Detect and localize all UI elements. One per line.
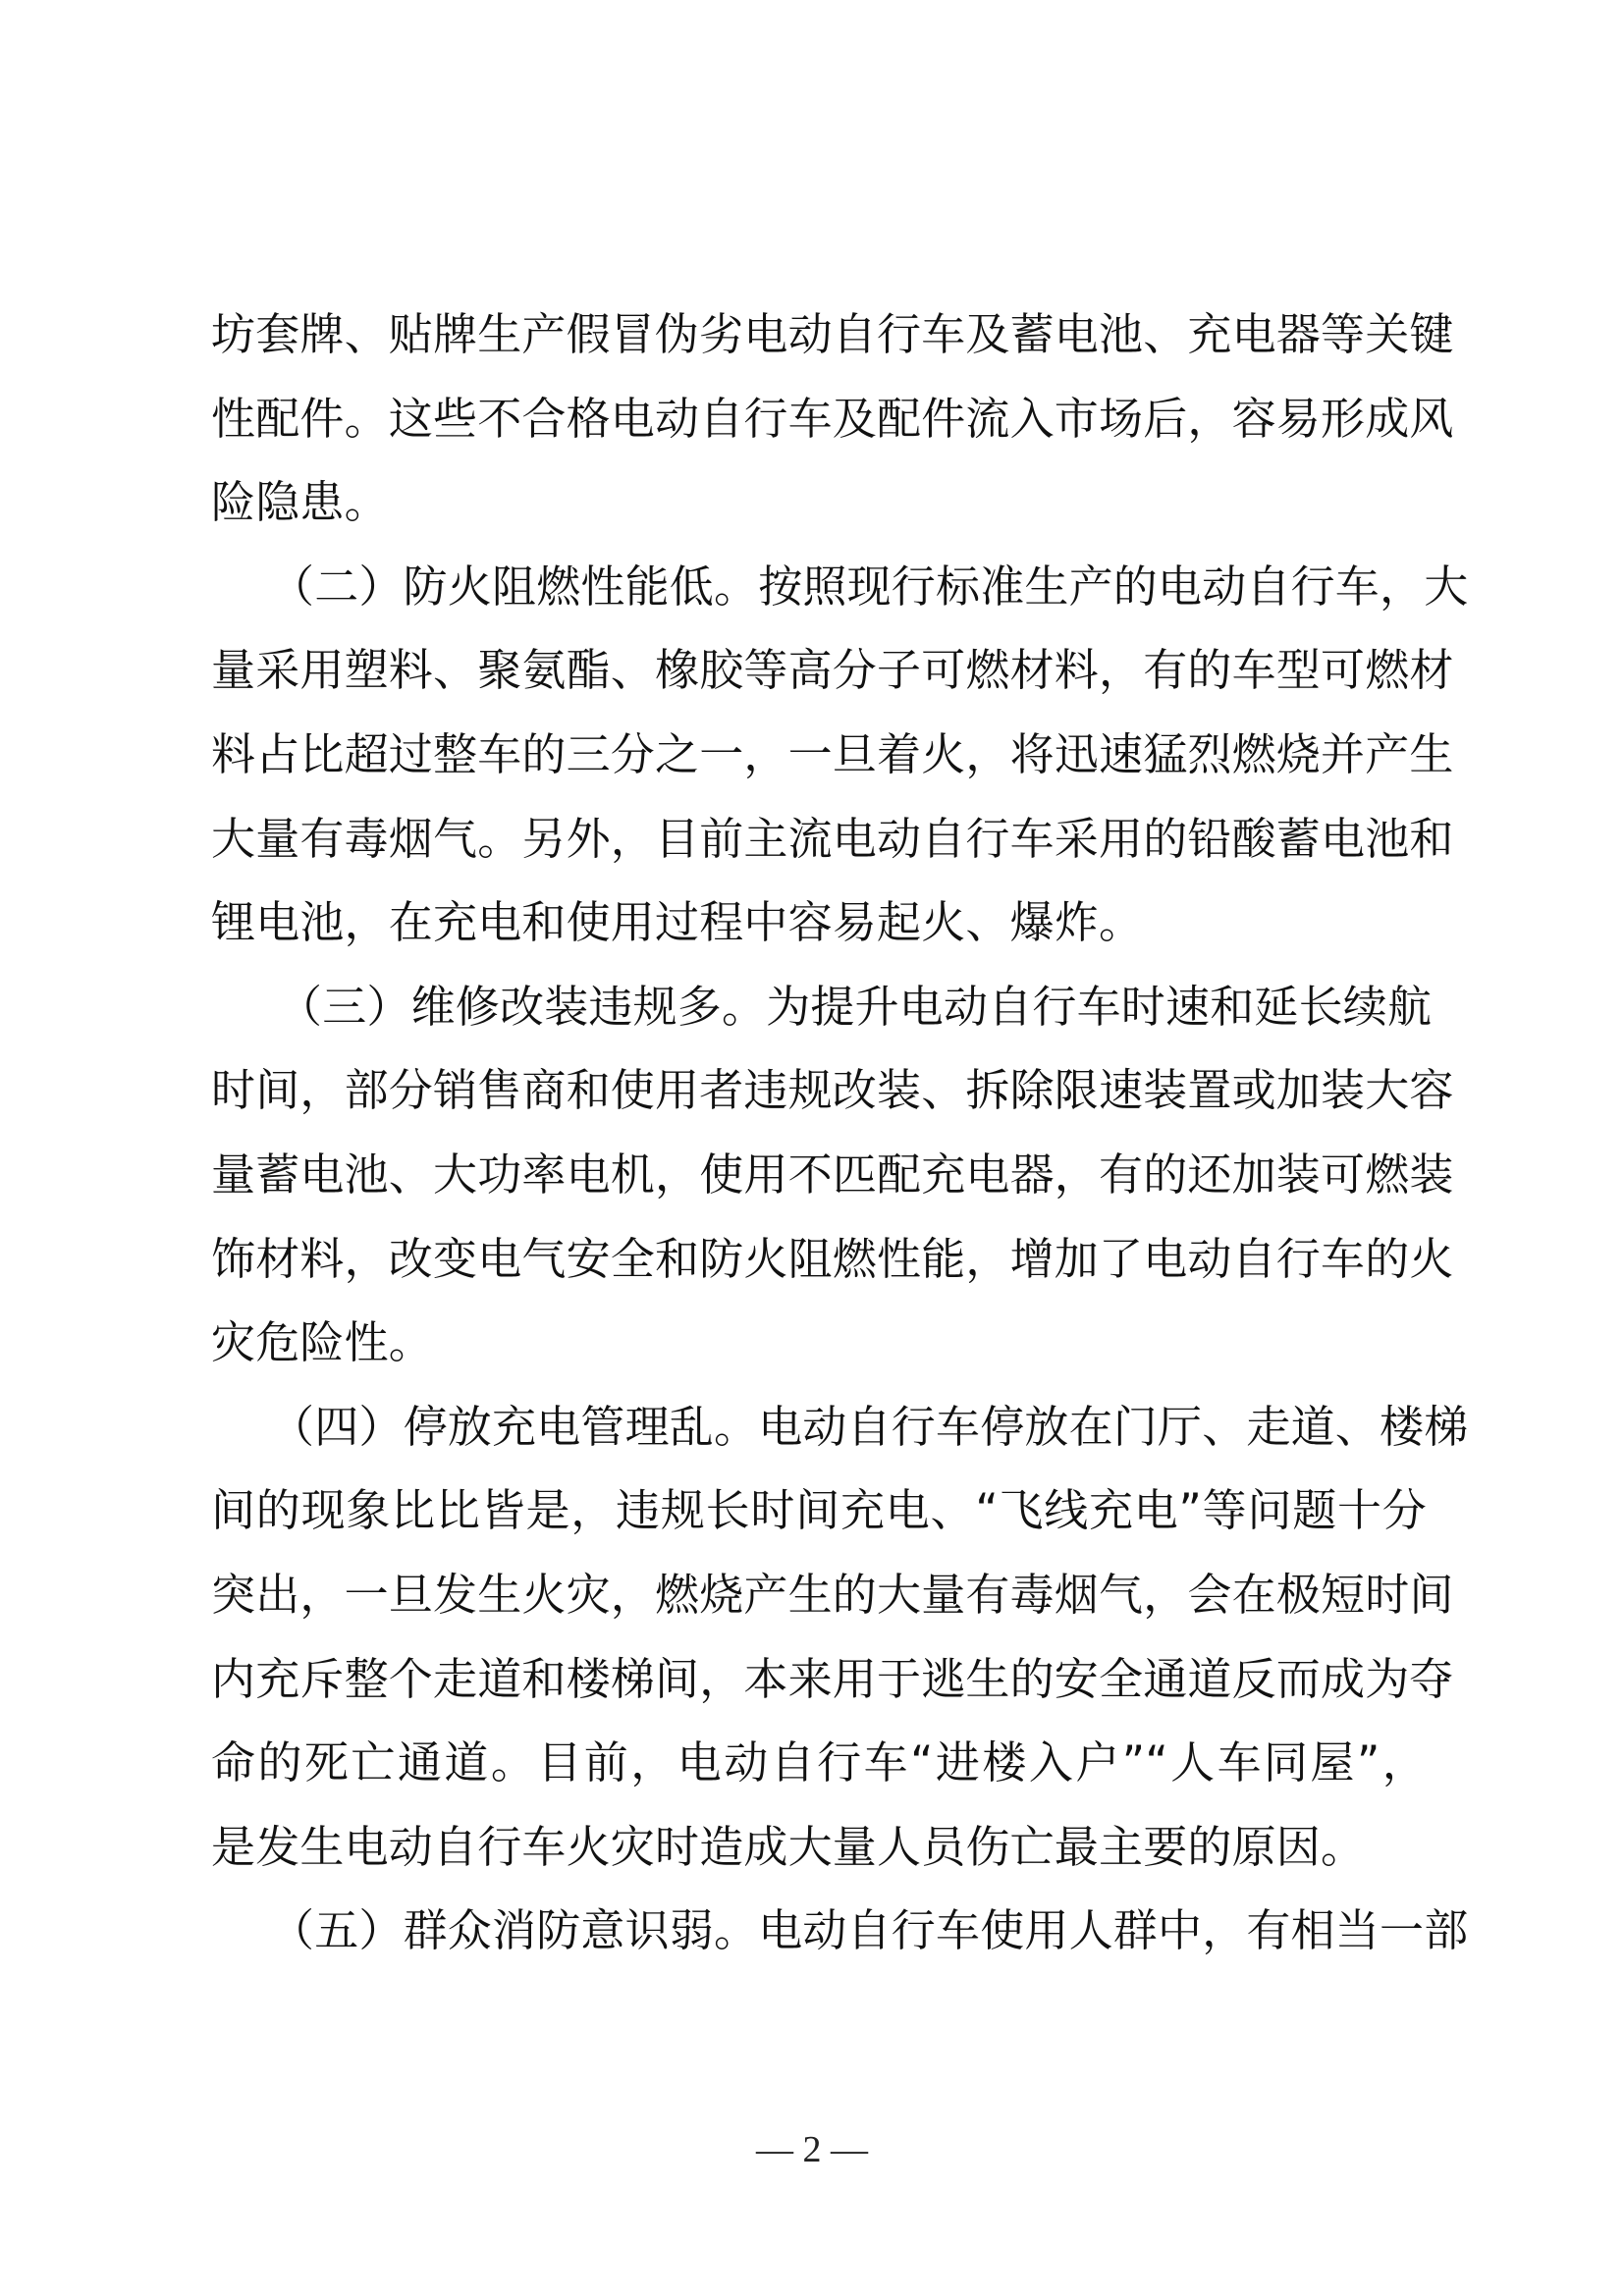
text-line: 是发生电动自行车火灾时造成大量人员伤亡最主要的原因。 (211, 1820, 1366, 1873)
section-heading-line: （三）维修改装违规多。为提升电动自行车时速和延长续航 (278, 980, 1433, 1033)
text-line: 性配件。这些不合格电动自行车及配件流入市场后，容易形成风 (211, 392, 1454, 445)
text-line: 突出，一旦发生火灾，燃烧产生的大量有毒烟气，会在极短时间 (211, 1568, 1454, 1621)
text-line: 命的死亡通道。目前，电动自行车“进楼入户”“人车同屋”， (211, 1736, 1427, 1789)
text-line: 间的现象比比皆是，违规长时间充电、“飞线充电”等问题十分 (211, 1484, 1427, 1537)
text-line: 内充斥整个走道和楼梯间，本来用于逃生的安全通道反而成为夺 (211, 1652, 1454, 1705)
text-line: 坊套牌、贴牌生产假冒伪劣电动自行车及蓄电池、充电器等关键 (211, 308, 1454, 360)
section-heading-line: （四）停放充电管理乱。电动自行车停放在门厅、走道、楼梯 (270, 1400, 1469, 1453)
text-line: 险隐患。 (211, 476, 389, 529)
page-number: — 2 — (756, 2129, 868, 2170)
text-line: 锂电池，在充电和使用过程中容易起火、爆炸。 (211, 896, 1144, 949)
text-line: 料占比超过整车的三分之一，一旦着火，将迅速猛烈燃烧并产生 (211, 727, 1454, 780)
text-line: 灾危险性。 (211, 1316, 434, 1369)
section-heading-line: （五）群众消防意识弱。电动自行车使用人群中，有相当一部 (270, 1904, 1469, 1957)
text-line: 时间，部分销售商和使用者违规改装、拆除限速装置或加装大容 (211, 1064, 1454, 1117)
text-line: 大量有毒烟气。另外，目前主流电动自行车采用的铅酸蓄电池和 (211, 812, 1454, 865)
body-text (211, 293, 1469, 1973)
text-line: 饰材料，改变电气安全和防火阻燃性能，增加了电动自行车的火 (211, 1232, 1454, 1285)
section-heading-line: （二）防火阻燃性能低。按照现行标准生产的电动自行车，大 (270, 560, 1469, 613)
text-line: 量采用塑料、聚氨酯、橡胶等高分子可燃材料，有的车型可燃材 (211, 644, 1454, 697)
text-line: 量蓄电池、大功率电机，使用不匹配充电器，有的还加装可燃装 (211, 1148, 1454, 1201)
